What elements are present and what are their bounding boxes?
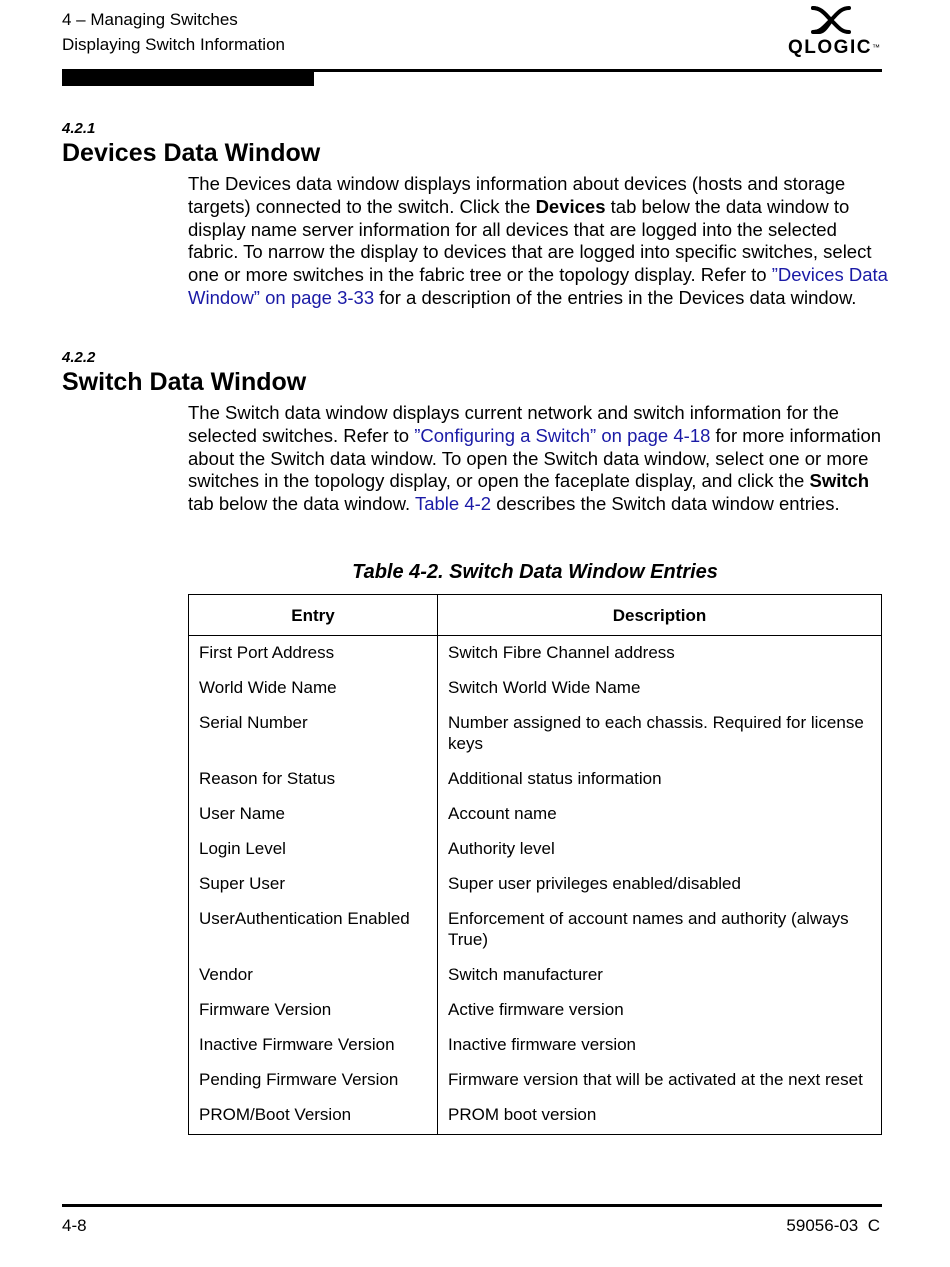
table-row [189,764,882,799]
section-paragraph [188,402,888,516]
table-row [189,1065,882,1100]
footer-rule [62,1204,882,1207]
cross-reference-link[interactable]: Table 4-2 [414,493,492,515]
qlogic-logo-text: QLOGIC™ [788,37,882,58]
table-header-description: Description [438,595,882,636]
table-cell-entry: First Port Address [189,636,438,674]
table-cell-description: Inactive firmware version [438,1030,882,1065]
cross-reference-link[interactable]: ”Configuring a Switch” on page 4-18 [414,424,711,446]
table-row [189,1100,882,1135]
table-cell-entry: Login Level [189,834,438,869]
table-caption: Table 4-2. Switch Data Window Entries [352,561,718,583]
table-cell-entry: World Wide Name [189,673,438,708]
table-row [189,834,882,869]
table-cell-description: Authority level [438,834,882,869]
table-cell-entry: Serial Number [189,708,438,764]
table-cell-description: Firmware version that will be activated at the next reset [438,1065,882,1100]
qlogic-logo-mark-icon [810,6,852,34]
section-number: 4.2.1 [62,120,96,137]
qlogic-logo [788,6,880,62]
table-cell-description: Account name [438,799,882,834]
table-row [189,960,882,995]
table-cell-description: Number assigned to each chassis. Required for license keys [438,708,882,764]
table-cell-description: Active firmware version [438,995,882,1030]
table-cell-entry: Vendor [189,960,438,995]
section-title: Switch Data Window [62,368,307,396]
table-row [189,904,882,960]
table-row [189,708,882,764]
table-header-row [189,595,882,636]
paragraph-text: tab below the data window. [188,493,415,515]
table-row [189,636,882,674]
header-rule-bar [62,72,314,86]
bold-term: Devices [535,195,606,217]
table-row [189,673,882,708]
table-cell-entry: Inactive Firmware Version [189,1030,438,1065]
bold-term: Switch [809,470,870,492]
running-header-section: Displaying Switch Information [62,35,285,54]
table-cell-entry: Super User [189,869,438,904]
table-cell-entry: PROM/Boot Version [189,1100,438,1135]
table-row [189,869,882,904]
section-title: Devices Data Window [62,139,321,167]
paragraph-text: The Switch data window displays current network and switch information for the selected switches. Refer to [188,402,839,446]
section-number: 4.2.2 [62,349,96,366]
document-id: 59056-03 C [786,1216,880,1235]
cross-reference-link[interactable]: ”Devices Data Window” on page 3-33 [188,264,888,308]
table-cell-description: Enforcement of account names and authority (always True) [438,904,882,960]
paragraph-text: describes the Switch data window entries. [491,493,840,515]
table-cell-entry: UserAuthentication Enabled [189,904,438,960]
table-cell-entry: User Name [189,799,438,834]
section-paragraph [188,173,888,310]
table-cell-description: Switch manufacturer [438,960,882,995]
page-number: 4-8 [62,1216,87,1235]
table-cell-description: Super user privileges enabled/disabled [438,869,882,904]
table-cell-entry: Pending Firmware Version [189,1065,438,1100]
table-row [189,995,882,1030]
table-cell-description: Switch World Wide Name [438,673,882,708]
table-row [189,799,882,834]
table-cell-description: Additional status information [438,764,882,799]
table-cell-entry: Reason for Status [189,764,438,799]
table-header-entry: Entry [189,595,438,636]
paragraph-text: for more information about the Switch data window. To open the Switch data window, select one or more switches in the topology display, or open the faceplate display, and click the [188,424,882,492]
paragraph-text: tab below the data window to display name server information for all devices that are logged into the selected fabric. To narrow the display to devices that are logged into specific switches, select one or more switches in the fabric tree or the topology display. Refer to [188,195,872,286]
table-row [189,1030,882,1065]
running-header-chapter: 4 – Managing Switches [62,10,238,29]
table-cell-description: Switch Fibre Channel address [438,636,882,674]
paragraph-text: The Devices data window displays information about devices (hosts and storage targets) connected to the switch. Click the [188,173,846,217]
switch-data-window-table [188,594,882,1135]
table-cell-description: PROM boot version [438,1100,882,1135]
table-cell-entry: Firmware Version [189,995,438,1030]
paragraph-text: for a description of the entries in the Devices data window. [374,286,857,308]
